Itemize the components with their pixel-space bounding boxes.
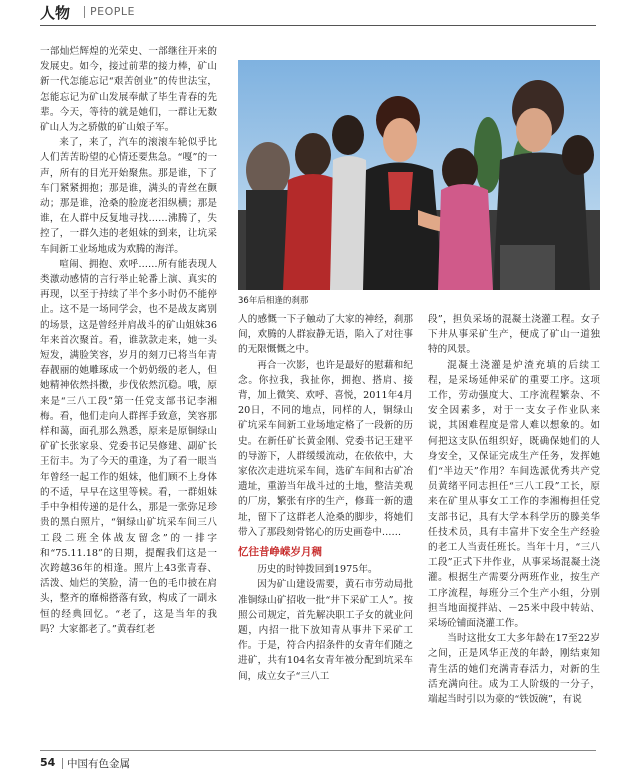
paragraph: 历史的时钟拨回到1975年。 xyxy=(257,564,378,576)
paragraph: 再合一次影，也许是最好的慰藉和纪念。你拉我，我扯你，拥抱、搭肩、接背，加上微笑、欢呼、喜悦，2011年4月20日，不同的地点，同样的人，铜绿山矿坑采车间新工业场地定格了一段新的历史。在新任矿长黄金刚、党委书记王建平的导游下，人群缓缓流动，在依依中，大家依次走进坑采车间，选矿车间和古矿冶遗址，重游当年战斗过的土地，整洁美观的厂房，繁张有序的生产，修葺一新的遗址，留下了这群老人沧桑的脚步，将她们带入了那段刻骨铭心的历史画卷中…… xyxy=(238,359,413,538)
text-column-3 xyxy=(428,312,600,707)
paragraph: 因为矿山建设需要，黄石市劳动局批准铜绿山矿招收一批“井下采矿工人”。按照公司规定，首先解决职工子女的就业问题，内招一批下放知青从事井下采矿工作。于是，符合内招条件的女青年们随之进矿，共有104名女青年被分配到坑采车间，成立女子“三八工 xyxy=(238,579,413,682)
text-column-2 xyxy=(238,312,413,684)
paragraph: 一部灿烂辉煌的光荣史、一部继往开来的发展史。如今，接过前辈的接力棒，矿山新一代怎能忘记“艰苦创业”的传世法宝，怎能忘记为矿山发展奉献了毕生青春的先辈。今天，等待的就是她们，一群让无数矿山人为之骄傲的矿山娘子军。 xyxy=(40,46,217,134)
paragraph: 段”，担负采场的混凝土浇灌工程。女子下井从事采矿生产，便成了矿山一道独特的风景。 xyxy=(428,314,600,356)
publication-name: 中国有色金属 xyxy=(67,758,130,770)
section-heading: 忆往昔峥嵘岁月稠 xyxy=(238,546,322,559)
footer-separator xyxy=(62,758,63,769)
footer-rule xyxy=(40,750,596,751)
paragraph: 来了，来了，汽车的滚滚车轮似乎比人们苦苦盼望的心情还要焦急。“嘎”的一声，所有的目光开始聚焦。那是谁，下了车门紧紧拥抱；那是谁，满头的青丝在颤动；那是谁，沧桑的脸庞老泪纵横；那是谁，在人群中反复地寻找……沸腾了，失控了，一群久违的老姐妹的到来，让坑采车间新工业场地成为欢腾的海洋。 xyxy=(40,137,217,255)
paragraph: 混凝土浇灌是炉渣充填的后续工程，是采场延伸采矿的重要工序。这项工作，劳动强度大、工序流程繁杂、不安全因素多，对于一支女子作业队来说，其困难程度是常人难以想象的。如何把这支队伍组织好，既确保她们的人身安全，又保证完成生产任务，发挥她们“半边天”作用？车间选派优秀共产党员黄绪平同志担任“三八工段”工长，原来在矿里从事女工工作的李湘梅担任党支部书记，具有大学本科学历的滕美华任技术员，具有丰富井下安全生产经验的老工人当责任班长。当年十月，“三八工段”正式下井作业，从事采场混凝土浇灌。根据生产需要分两班作业，按生产工序流程，每班分三个生产小组，分别担当地面搅拌站、－25米中段中转站、采场砼铺面浇灌工作。 xyxy=(428,359,600,630)
header-title: 人物 xyxy=(40,4,71,22)
paragraph: 人的感慨一下子触动了大家的神经，刹那间，欢腾的人群寂静无语，陷入了对往事的无限慨慨之中。 xyxy=(238,314,413,356)
text-column-1 xyxy=(40,44,217,637)
paragraph: 当时这批女工大多年龄在17至22岁之间，正是风华正茂的年龄，刚结束知青生活的她们充满青春活力，对新的生活充满向往。成为工人阶级的一分子，端起当时引以为豪的“铁饭碗”，有说 xyxy=(428,633,600,706)
photo-caption: 36年后相逢的刹那 xyxy=(238,296,309,306)
page-number: 54 xyxy=(40,756,56,769)
paragraph: 喧闹、拥抱、欢呼……所有能表现人类激动感情的言行举止轮番上演、真实的再现，以至于持续了半个多小时仍不能停止。这不是一场同学会，也不是战友离别的场景，这是曾经并肩战斗的矿山姐妹36年来首次聚首。看，谁款款走来，她一头短发，满脸笑容，岁月的刻刀已将当年青春靓丽的她雕琢成一个奶奶级的老人，但她精神依然抖擞，步伐依然沉稳。哦，原来是“三八工段”第一任党支部书记李湘梅。看，他们走向人群挥手致意，笑容那样和蔼，面孔那么熟悉，原来是原铜绿山矿矿长张家泉、党委书记吴修建、副矿长王衍丰。为了今天的重逢，为了看一眼当年曾经一起工作的姐妹，他们顾不上身体的不适，早早在这里等候。看，一群姐妹手中争相传递的是什么，那是一张弥足珍贵的黑白照片，“铜绿山矿坑采车间三八工段二班全体战友留念”的一排字和“75.11.18”的日期，提醒我们这是一次跨越36年的相逢。照片上43张青春、活泼、灿烂的笑脸，清一色的毛巾披在肩头，整齐的靡棉搭落有致，构成了一副永恒的经典回忆。“老了，这是当年的我吗？大家都老了。”黄春红老 xyxy=(40,258,217,635)
header-rule xyxy=(40,25,596,26)
header-section: PEOPLE xyxy=(90,5,135,18)
reunion-photo xyxy=(238,60,600,290)
header-separator xyxy=(84,6,85,18)
